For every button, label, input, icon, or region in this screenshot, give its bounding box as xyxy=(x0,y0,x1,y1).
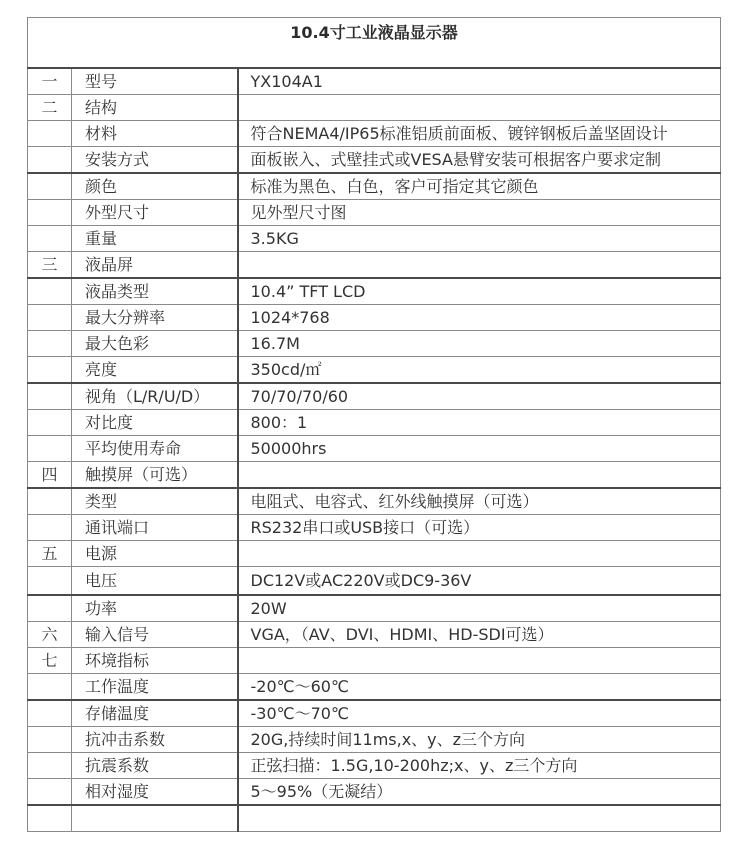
table-row xyxy=(28,383,721,410)
section-number xyxy=(28,727,72,753)
section-number xyxy=(28,515,72,541)
spec-value: YX104A1 xyxy=(238,68,721,95)
spec-value xyxy=(238,805,721,832)
spec-name: 相对湿度 xyxy=(72,779,238,806)
section-number xyxy=(28,121,72,147)
section-number xyxy=(28,173,72,200)
section-number xyxy=(28,779,72,806)
section-number xyxy=(28,753,72,779)
table-row xyxy=(28,674,721,701)
section-number xyxy=(28,410,72,436)
spec-table xyxy=(27,17,721,832)
table-row xyxy=(28,515,721,541)
spec-name: 功率 xyxy=(72,595,238,622)
table-row xyxy=(28,278,721,305)
spec-name: 存储温度 xyxy=(72,700,238,727)
section-number: 七 xyxy=(28,648,72,674)
table-row xyxy=(28,252,721,279)
spec-value: 标准为黑色、白色，客户可指定其它颜色 xyxy=(238,173,721,200)
section-number: 二 xyxy=(28,95,72,121)
spec-value: DC12V或AC220V或DC9-36V xyxy=(238,567,721,596)
spec-value: 20G,持续时间11ms,x、y、z三个方向 xyxy=(238,727,721,753)
spec-name: 液晶屏 xyxy=(72,252,238,279)
spec-value: 800：1 xyxy=(238,410,721,436)
table-row xyxy=(28,727,721,753)
section-number xyxy=(28,331,72,357)
table-row xyxy=(28,753,721,779)
spec-name: 颜色 xyxy=(72,173,238,200)
spec-name: 对比度 xyxy=(72,410,238,436)
spec-name xyxy=(72,805,238,832)
section-number: 三 xyxy=(28,252,72,279)
spec-value: 见外型尺寸图 xyxy=(238,200,721,226)
spec-name: 电源 xyxy=(72,541,238,567)
spec-value: 16.7M xyxy=(238,331,721,357)
table-row xyxy=(28,121,721,147)
spec-name: 材料 xyxy=(72,121,238,147)
section-number xyxy=(28,567,72,596)
spec-value xyxy=(238,648,721,674)
spec-name: 亮度 xyxy=(72,357,238,384)
spec-name: 视角（L/R/U/D） xyxy=(72,383,238,410)
spec-value xyxy=(238,541,721,567)
table-row xyxy=(28,700,721,727)
spec-value: 350cd/㎡ xyxy=(238,357,721,384)
spec-name: 类型 xyxy=(72,488,238,515)
spec-name: 抗震系数 xyxy=(72,753,238,779)
table-row xyxy=(28,200,721,226)
table-title-row xyxy=(28,18,721,69)
spec-name: 工作温度 xyxy=(72,674,238,701)
spec-value: RS232串口或USB接口（可选） xyxy=(238,515,721,541)
spec-value: 1024*768 xyxy=(238,305,721,331)
spec-name: 平均使用寿命 xyxy=(72,436,238,462)
spec-name: 环境指标 xyxy=(72,648,238,674)
section-number: 四 xyxy=(28,462,72,489)
spec-value xyxy=(238,95,721,121)
table-row xyxy=(28,173,721,200)
table-row xyxy=(28,95,721,121)
spec-name: 电压 xyxy=(72,567,238,596)
spec-name: 最大色彩 xyxy=(72,331,238,357)
table-row xyxy=(28,410,721,436)
section-number xyxy=(28,674,72,701)
spec-name: 液晶类型 xyxy=(72,278,238,305)
table-row xyxy=(28,305,721,331)
spec-name: 安装方式 xyxy=(72,147,238,174)
section-number xyxy=(28,805,72,832)
spec-value: -20℃～60℃ xyxy=(238,674,721,701)
table-row xyxy=(28,226,721,252)
spec-value: 5～95%（无凝结） xyxy=(238,779,721,806)
section-number: 一 xyxy=(28,68,72,95)
spec-name: 输入信号 xyxy=(72,622,238,648)
table-row xyxy=(28,779,721,806)
section-number xyxy=(28,278,72,305)
spec-value: 符合NEMA4/IP65标准铝质前面板、镀锌钢板后盖坚固设计 xyxy=(238,121,721,147)
spec-name: 最大分辨率 xyxy=(72,305,238,331)
spec-value: 面板嵌入、式壁挂式或VESA悬臂安装可根据客户要求定制 xyxy=(238,147,721,174)
section-number xyxy=(28,436,72,462)
section-number xyxy=(28,357,72,384)
table-row xyxy=(28,622,721,648)
spec-value: VGA，（AV、DVI、HDMI、HD-SDI可选） xyxy=(238,622,721,648)
table-row xyxy=(28,331,721,357)
table-row xyxy=(28,541,721,567)
section-number xyxy=(28,383,72,410)
table-title: 10.4寸工业液晶显示器 xyxy=(290,23,458,42)
spec-name: 结构 xyxy=(72,95,238,121)
section-number: 六 xyxy=(28,622,72,648)
section-number xyxy=(28,595,72,622)
section-number xyxy=(28,488,72,515)
table-row xyxy=(28,595,721,622)
spec-value: 20W xyxy=(238,595,721,622)
section-number xyxy=(28,700,72,727)
table-row xyxy=(28,147,721,174)
spec-name: 重量 xyxy=(72,226,238,252)
table-row-empty xyxy=(28,805,721,832)
table-row xyxy=(28,436,721,462)
spec-value xyxy=(238,252,721,279)
spec-value: 70/70/70/60 xyxy=(238,383,721,410)
section-number: 五 xyxy=(28,541,72,567)
spec-name: 型号 xyxy=(72,68,238,95)
spec-value: 3.5KG xyxy=(238,226,721,252)
table-row xyxy=(28,357,721,384)
spec-value: 50000hrs xyxy=(238,436,721,462)
spec-value: -30℃～70℃ xyxy=(238,700,721,727)
spec-name: 抗冲击系数 xyxy=(72,727,238,753)
table-row xyxy=(28,68,721,95)
table-row xyxy=(28,648,721,674)
spec-value: 10.4” TFT LCD xyxy=(238,278,721,305)
spec-name: 外型尺寸 xyxy=(72,200,238,226)
spec-name: 触摸屏（可选） xyxy=(72,462,238,489)
spec-value: 正弦扫描：1.5G,10-200hz;x、y、z三个方向 xyxy=(238,753,721,779)
spec-value xyxy=(238,462,721,489)
table-row xyxy=(28,462,721,489)
section-number xyxy=(28,226,72,252)
table-title-cell xyxy=(28,18,721,69)
section-number xyxy=(28,147,72,174)
table-row xyxy=(28,567,721,596)
spec-name: 通讯端口 xyxy=(72,515,238,541)
table-row xyxy=(28,488,721,515)
spec-value: 电阻式、电容式、红外线触摸屏（可选） xyxy=(238,488,721,515)
section-number xyxy=(28,305,72,331)
section-number xyxy=(28,200,72,226)
